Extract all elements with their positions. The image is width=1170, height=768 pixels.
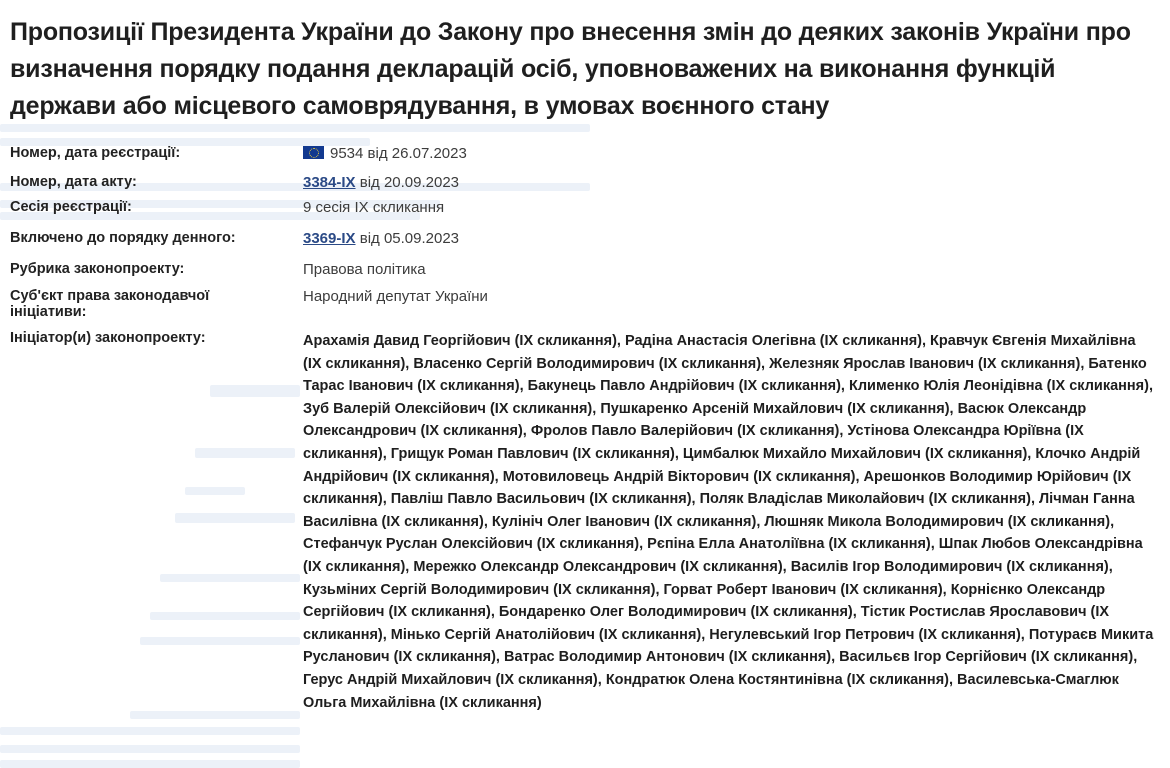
agenda-row [10, 230, 1160, 247]
subject-row [10, 288, 1160, 320]
eu-flag-icon [303, 146, 324, 159]
act-date: від 20.09.2023 [359, 174, 460, 191]
rubric-value: Правова політика [303, 261, 426, 278]
session-value: 9 сесія IX скликання [303, 199, 445, 216]
registration-row [10, 145, 1160, 162]
initiators-row [10, 330, 1160, 714]
subject-label: Суб'єкт права законодавчої ініціативи: [10, 288, 210, 320]
agenda-label: Включено до порядку денного: [10, 230, 236, 246]
agenda-number-link[interactable]: 3369-IX [303, 230, 356, 247]
session-row [10, 199, 1160, 216]
session-label: Сесія реєстрації: [10, 199, 132, 215]
rubric-row [10, 261, 1160, 278]
initiators-list: Арахамія Давид Георгійович (IX скликання), Радіна Анастасія Олегівна (IX скликання), Кравчук Євгенія Михайлівна (IX скликання), Власенко Сергій Володимирович (IX скликання), Железняк Ярослав Іванович (IX скликання), Батенко Тарас Іванович (IX скликання), Бакунець Павло Андрійович (IX скликання), Клименко Юлія Леонідівна (IX скликання), Зуб Валерій Олексійович (IX скликання), Пушкаренко Арсеній Михайлович (IX скликання), Васюк Олександр Олександрович (IX скликання), Фролов Павло Валерійович (IX скликання), Устінова Олександра Юріївна (IX скликання), Грищук Роман Павлович (IX скликання), Цимбалюк Михайло Михайлович (IX скликання), Клочко Андрій Андрійович (IX скликання), Мотовиловець Андрій Вікторович (IX скликання), Арешонков Володимир Юрійович (IX скликання), Павліш Павло Васильович (IX скликання), Поляк Владіслав Миколайович (IX скликання), Лічман Ганна Василівна (IX скликання), Кулініч Олег Іванович (IX скликання), Люшняк Микола Володимирович (IX скликання), Стефанчук Руслан Олексійович (IX скликання), Рєпіна Елла Анатоліївна (IX скликання), Шпак Любов Олександрівна (IX скликання), Мережко Олександр Олександрович (IX скликання), Василів Ігор Володимирович (IX скликання), Кузьміних Сергій Володимирович (IX скликання), Горват Роберт Іванович (IX скликання), Корнієнко Олександр Сергійович (IX скликання), Бондаренко Олег Володимирович (IX скликання), Тістик Ростислав Ярославович (IX скликання), Мінько Сергій Анатолійович (IX скликання), Негулевський Ігор Петрович (IX скликання), Потураєв Микита Русланович (IX скликання), Ватрас Володимир Антонович (IX скликання), Васильєв Ігор Сергійович (IX скликання), Герус Андрій Михайлович (IX скликання), Кондратюк Олена Костянтинівна (IX скликання), Василевська-Смаглюк Ольга Михайлівна (IX скликання) [303, 333, 1154, 711]
act-number-link[interactable]: 3384-IX [303, 174, 356, 191]
rubric-label: Рубрика законопроекту: [10, 261, 185, 277]
agenda-value-wrap [275, 230, 1160, 247]
bill-title: Пропозиції Президента України до Закону про внесення змін до деяких законів України про визначення порядку подання декларацій осіб, уповноважених на виконання функцій держави або місцевого самоврядування, в умовах воєнного стану [10, 18, 1131, 120]
initiators-label: Ініціатор(и) законопроекту: [10, 330, 206, 346]
registration-value-wrap [275, 145, 1160, 162]
act-row [10, 174, 1160, 191]
subject-value: Народний депутат України [303, 288, 488, 305]
act-value-wrap [275, 174, 1160, 191]
registration-label: Номер, дата реєстрації: [10, 145, 181, 161]
act-label: Номер, дата акту: [10, 174, 137, 190]
agenda-date: від 05.09.2023 [359, 230, 460, 247]
registration-value: 9534 від 26.07.2023 [330, 145, 467, 162]
